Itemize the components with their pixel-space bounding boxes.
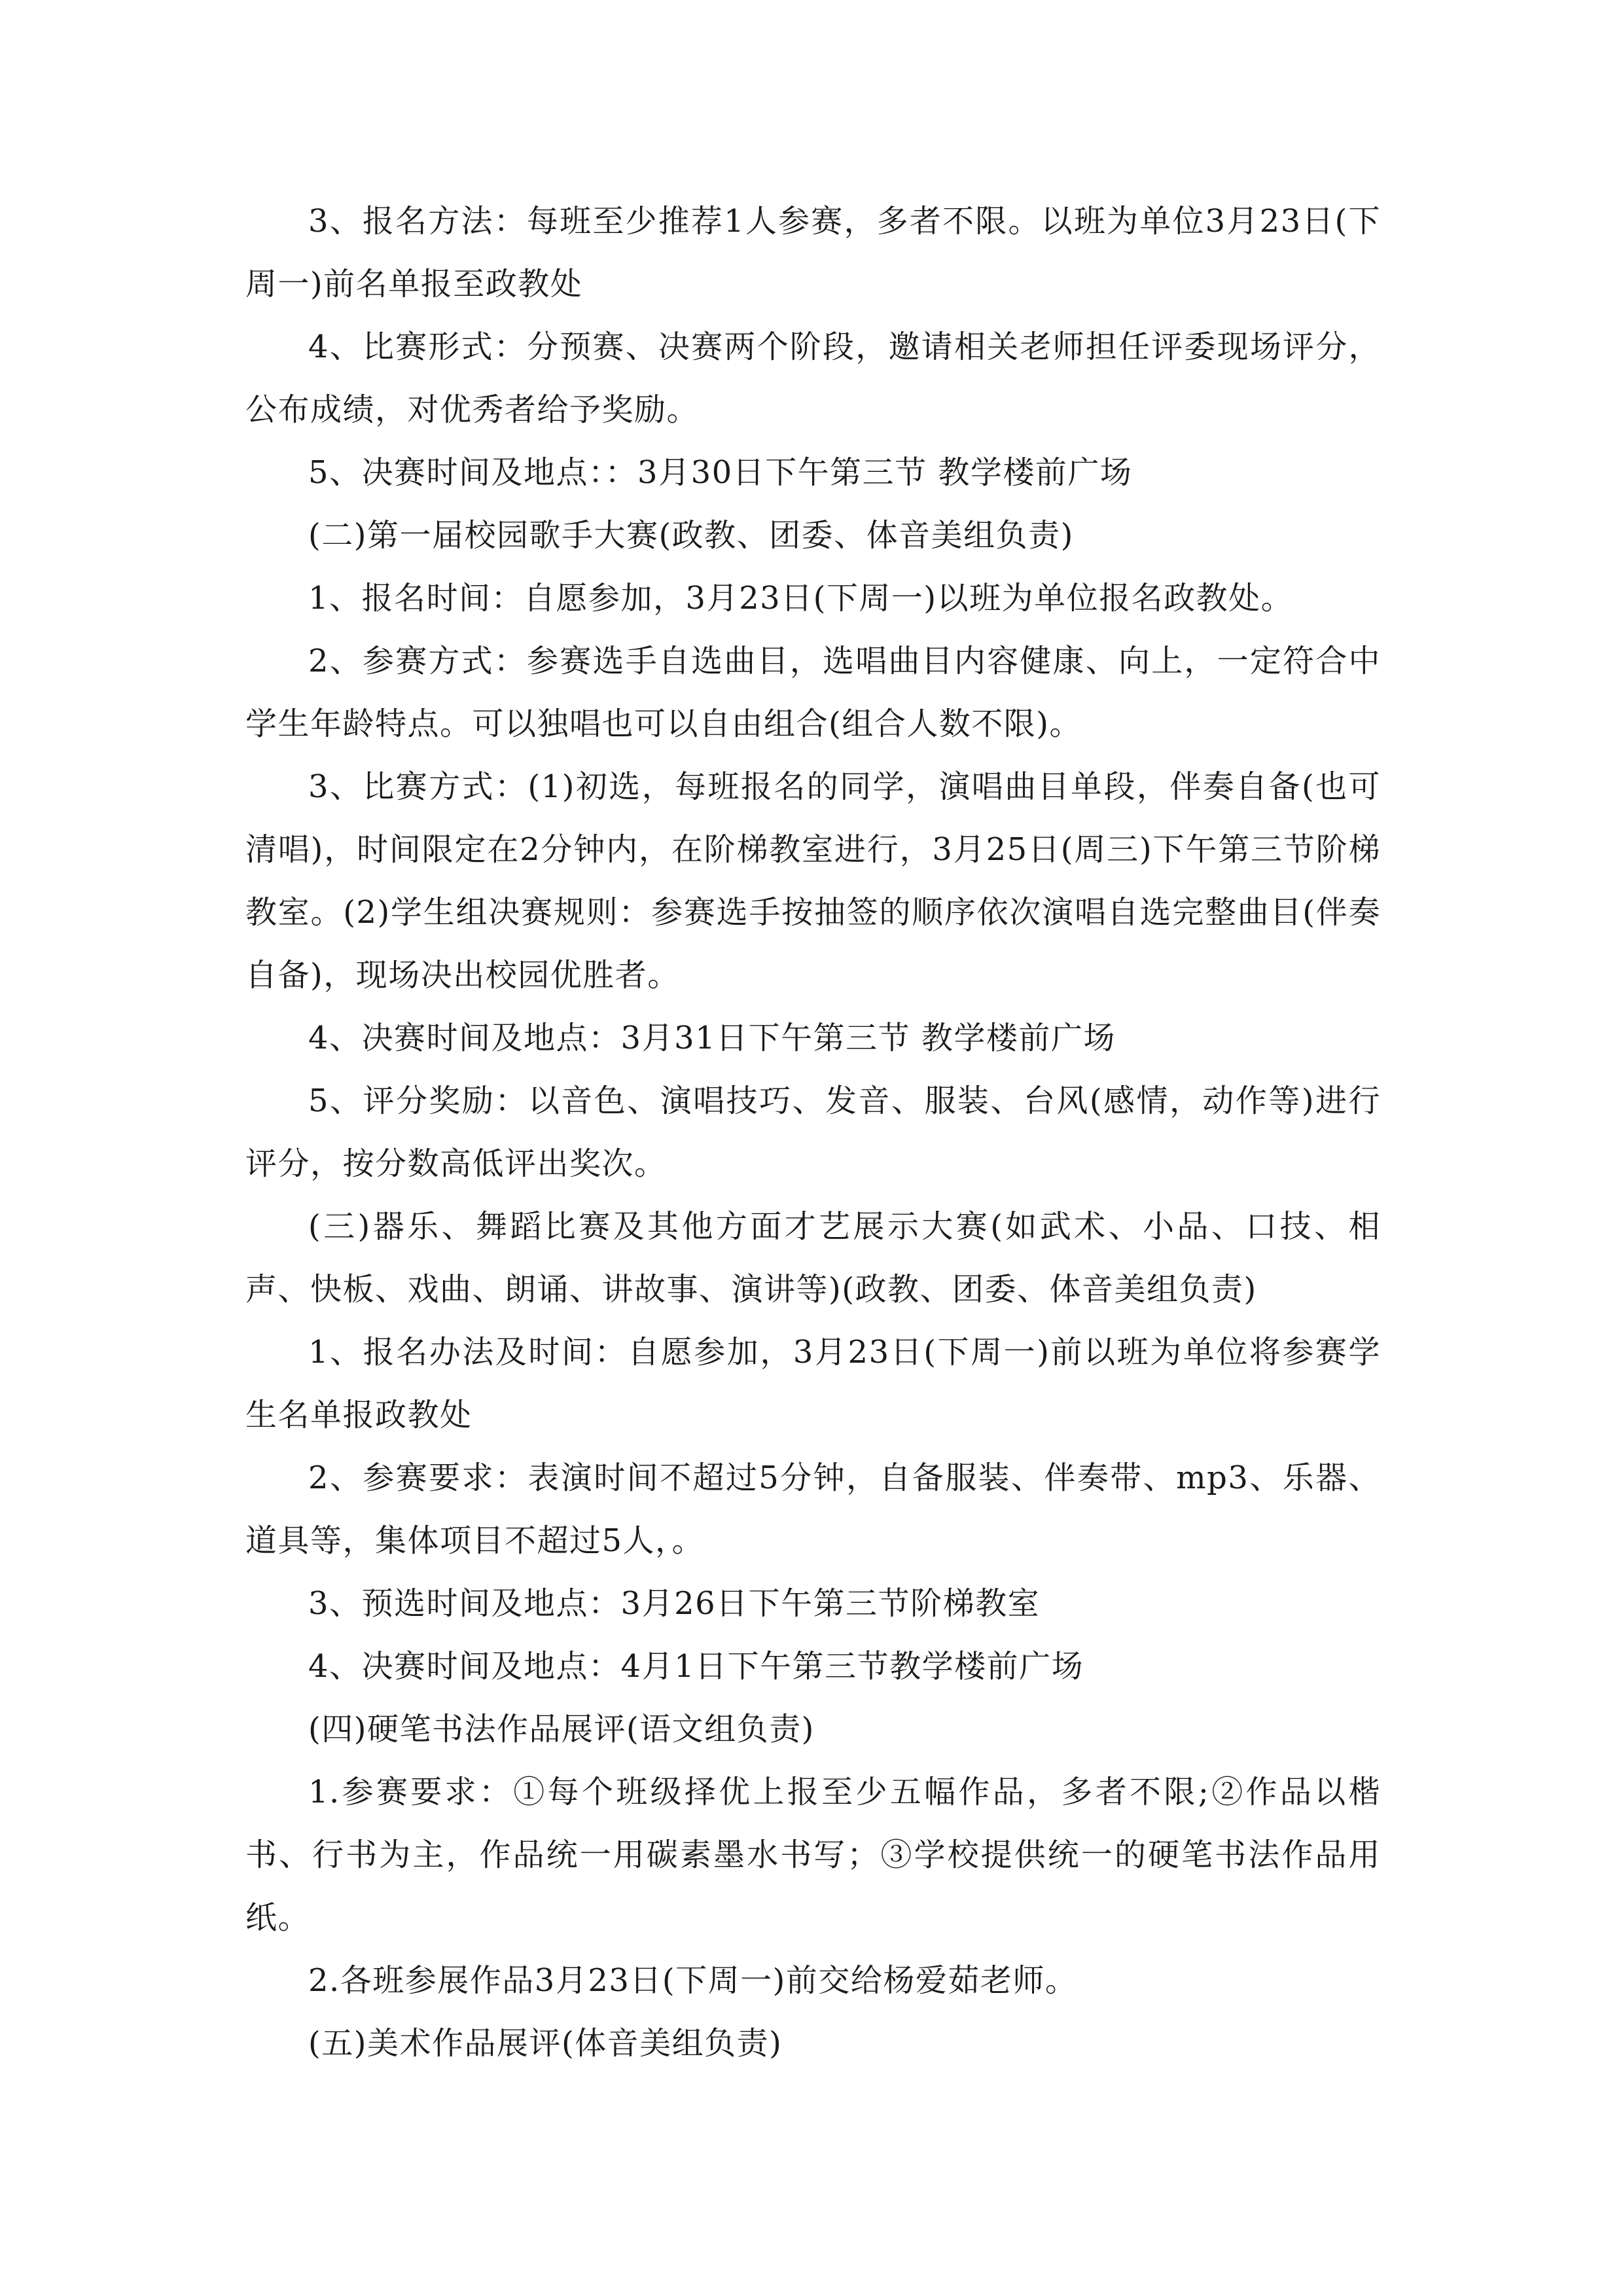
section-heading-singer-contest: (二)第一届校园歌手大赛(政教、团委、体音美组负责) — [308, 517, 1074, 554]
section-heading-art-exhibition: (五)美术作品展评(体音美组负责) — [308, 2025, 783, 2062]
paragraph-singer-scoring: 5、评分奖励：以音色、演唱技巧、发音、服装、台风(感情，动作等)进行评分，按分数高低评出奖次。 — [245, 1083, 1381, 1182]
paragraph-singer-participation: 2、参赛方式：参赛选手自选曲目，选唱曲目内容健康、向上，一定符合中学生年龄特点。可以独唱也可以自由组合(组合人数不限)。 — [245, 643, 1381, 742]
paragraph-signup-method: 3、报名方法：每班至少推荐1人参赛，多者不限。以班为单位3月23日(下周一)前名单报至政教处 — [245, 203, 1381, 302]
paragraph-singer-competition-method: 3、比赛方式：(1)初选，每班报名的同学，演唱曲目单段，伴奏自备(也可清唱)，时间限定在2分钟内，在阶梯教室进行，3月25日(周三)下午第三节阶梯教室。(2)学生组决赛规则：参赛选手按抽签的顺序依次演唱自选完整曲目(伴奏自备)，现场决出校园优胜者。 — [245, 768, 1381, 994]
paragraph-singer-signup-time: 1、报名时间：自愿参加，3月23日(下周一)以班为单位报名政教处。 — [308, 580, 1294, 617]
paragraph-talent-preliminary: 3、预选时间及地点：3月26日下午第三节阶梯教室 — [308, 1585, 1041, 1622]
paragraph-talent-final: 4、决赛时间及地点：4月1日下午第三节教学楼前广场 — [308, 1648, 1084, 1685]
section-heading-calligraphy: (四)硬笔书法作品展评(语文组负责) — [308, 1711, 815, 1748]
paragraph-calligraphy-requirements: 1.参赛要求：①每个班级择优上报至少五幅作品，多者不限;②作品以楷书、行书为主，作品统一用碳素墨水书写；③学校提供统一的硬笔书法作品用纸。 — [245, 1774, 1381, 1936]
paragraph-calligraphy-submission: 2.各班参展作品3月23日(下周一)前交给杨爱茹老师。 — [308, 1962, 1078, 1999]
paragraph-final-time-place: 5、决赛时间及地点：：3月30日下午第三节 教学楼前广场 — [308, 454, 1133, 491]
section-heading-talent-show: (三)器乐、舞蹈比赛及其他方面才艺展示大赛(如武术、小品、口技、相声、快板、戏曲、朗诵、讲故事、演讲等)(政教、团委、体音美组负责) — [245, 1208, 1381, 1308]
paragraph-talent-requirements: 2、参赛要求：表演时间不超过5分钟，自备服装、伴奏带、mp3、乐器、道具等，集体项目不超过5人，。 — [245, 1460, 1381, 1559]
document-body — [245, 190, 1381, 2075]
paragraph-talent-signup: 1、报名办法及时间：自愿参加，3月23日(下周一)前以班为单位将参赛学生名单报政教处 — [245, 1334, 1381, 1433]
paragraph-competition-format: 4、比赛形式：分预赛、决赛两个阶段，邀请相关老师担任评委现场评分，公布成绩，对优秀者给予奖励。 — [245, 329, 1381, 428]
paragraph-singer-final-time-place: 4、决赛时间及地点：3月31日下午第三节 教学楼前广场 — [308, 1020, 1116, 1056]
